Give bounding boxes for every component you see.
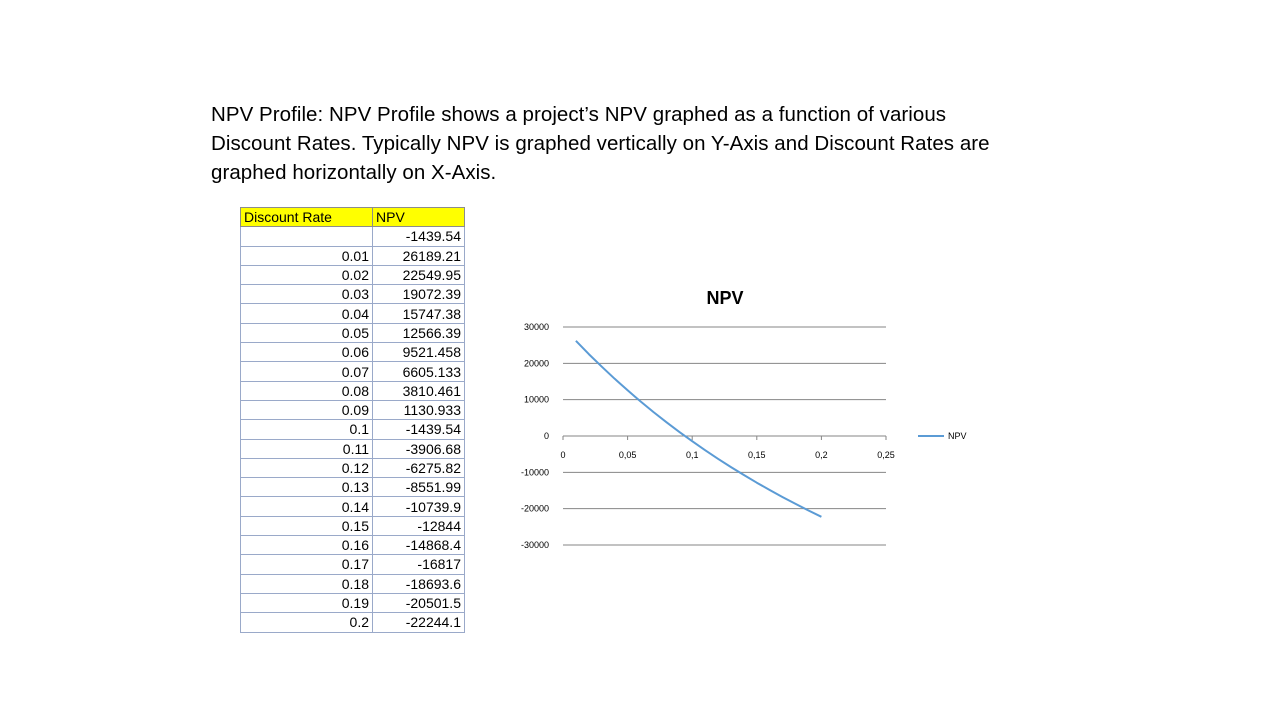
- x-tick-label: 0,25: [877, 450, 895, 460]
- cell-discount-rate: 0.18: [241, 574, 373, 593]
- cell-npv: -8551.99: [373, 478, 465, 497]
- intro-text: NPV Profile: NPV Profile shows a project’s NPV graphed as a function of various Discount Rates. Typically NPV is graphed vertically on Y-Axis and Discount Rates are graphed horizontally on X-Axis.: [211, 103, 990, 184]
- cell-npv: 6605.133: [373, 362, 465, 381]
- table-row: [241, 574, 465, 593]
- cell-npv: -16817: [373, 555, 465, 574]
- cell-discount-rate: 0.17: [241, 555, 373, 574]
- table-row: [241, 478, 465, 497]
- x-tick-label: 0,15: [748, 450, 766, 460]
- table-row: [241, 323, 465, 342]
- table-row: [241, 381, 465, 400]
- y-tick-label: 30000: [523, 322, 549, 332]
- table-row: [241, 555, 465, 574]
- y-axis-tick-labels: [521, 322, 549, 550]
- table-row: [241, 362, 465, 381]
- table-row: [241, 458, 465, 477]
- table-row: [241, 227, 465, 246]
- x-tick-label: 0,05: [618, 450, 637, 460]
- cell-npv: 15747.38: [373, 304, 465, 323]
- y-tick-label: -20000: [520, 503, 549, 514]
- x-axis: [563, 436, 886, 440]
- table-row: [241, 420, 465, 439]
- chart-series: [576, 341, 822, 517]
- cell-discount-rate: [241, 227, 373, 246]
- y-tick-label: 10000: [523, 394, 549, 405]
- npv-chart: [500, 270, 1000, 560]
- table-row: [241, 246, 465, 265]
- cell-discount-rate: 0.02: [241, 265, 373, 284]
- cell-npv: 1130.933: [373, 400, 465, 419]
- y-tick-label: 20000: [523, 358, 549, 369]
- cell-npv: -20501.5: [373, 593, 465, 612]
- cell-discount-rate: 0.06: [241, 343, 373, 362]
- cell-discount-rate: 0.19: [241, 593, 373, 612]
- y-tick-label: 0: [543, 431, 549, 441]
- cell-discount-rate: 0.11: [241, 439, 373, 458]
- y-tick-label: -30000: [520, 540, 549, 550]
- x-tick-label: 0,2: [815, 450, 828, 460]
- cell-discount-rate: 0.04: [241, 304, 373, 323]
- cell-npv: -1439.54: [373, 227, 465, 246]
- table-row: [241, 497, 465, 516]
- cell-npv: -22244.1: [373, 613, 465, 632]
- cell-npv: -3906.68: [373, 439, 465, 458]
- cell-discount-rate: 0.12: [241, 458, 373, 477]
- cell-discount-rate: 0.08: [241, 381, 373, 400]
- table-row: [241, 439, 465, 458]
- table-row: [241, 285, 465, 304]
- cell-discount-rate: 0.09: [241, 400, 373, 419]
- y-tick-label: -10000: [520, 467, 549, 478]
- x-axis-tick-labels: [560, 450, 894, 460]
- x-tick-label: 0: [560, 450, 566, 460]
- cell-npv: -1439.54: [373, 420, 465, 439]
- cell-discount-rate: 0.1: [241, 420, 373, 439]
- cell-npv: 19072.39: [373, 285, 465, 304]
- cell-discount-rate: 0.13: [241, 478, 373, 497]
- cell-npv: 12566.39: [373, 323, 465, 342]
- header-discount-rate: Discount Rate: [241, 208, 373, 227]
- legend-label: NPV: [948, 431, 967, 441]
- npv-table: [240, 207, 465, 633]
- table-row: [241, 536, 465, 555]
- cell-npv: -10739.9: [373, 497, 465, 516]
- table-row: [241, 400, 465, 419]
- table-header-row: [241, 208, 465, 227]
- cell-npv: 22549.95: [373, 265, 465, 284]
- table-row: [241, 343, 465, 362]
- chart-title: NPV: [706, 288, 744, 308]
- cell-npv: 26189.21: [373, 246, 465, 265]
- cell-discount-rate: 0.03: [241, 285, 373, 304]
- x-tick-label: 0,1: [685, 450, 699, 460]
- table-row: [241, 613, 465, 632]
- cell-npv: -14868.4: [373, 536, 465, 555]
- cell-discount-rate: 0.16: [241, 536, 373, 555]
- cell-discount-rate: 0.15: [241, 516, 373, 535]
- table-row: [241, 516, 465, 535]
- cell-discount-rate: 0.07: [241, 362, 373, 381]
- table-body: [241, 227, 465, 632]
- series-line-npv: [576, 341, 822, 517]
- header-npv: NPV: [373, 208, 465, 227]
- table-row: [241, 593, 465, 612]
- cell-npv: 9521.458: [373, 343, 465, 362]
- cell-discount-rate: 0.14: [241, 497, 373, 516]
- table-row: [241, 304, 465, 323]
- cell-npv: 3810.461: [373, 381, 465, 400]
- cell-npv: -12844: [373, 516, 465, 535]
- cell-discount-rate: 0.05: [241, 323, 373, 342]
- cell-npv: -18693.6: [373, 574, 465, 593]
- table-row: [241, 265, 465, 284]
- cell-discount-rate: 0.2: [241, 613, 373, 632]
- cell-discount-rate: 0.01: [241, 246, 373, 265]
- chart-legend: [918, 431, 967, 441]
- cell-npv: -6275.82: [373, 458, 465, 477]
